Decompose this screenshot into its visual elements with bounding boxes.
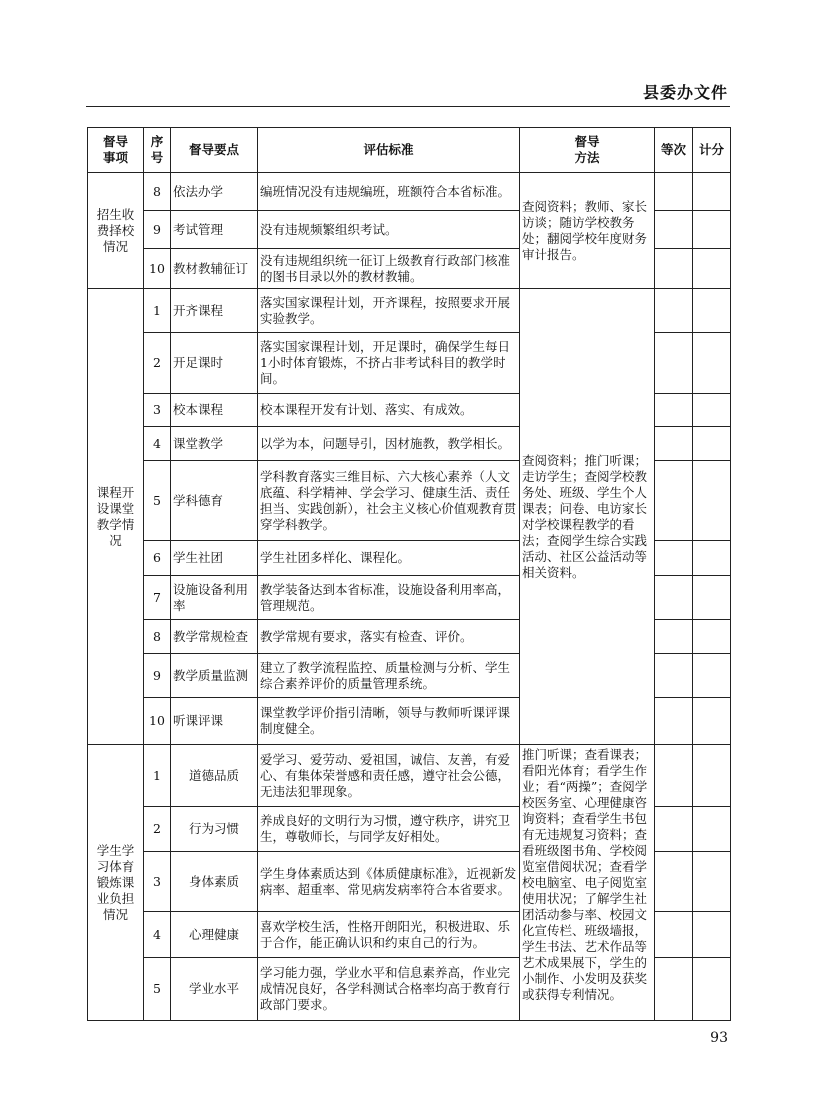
- header-grade: 等次: [655, 128, 693, 173]
- supervision-point: 学生社团: [171, 541, 258, 576]
- header-item: 督导 事项: [88, 128, 144, 173]
- header-criteria: 评估标准: [258, 128, 520, 173]
- criteria-cell: 以学为本，问题导引，因材施教，教学相长。: [258, 427, 520, 461]
- grade-cell: [655, 852, 693, 912]
- grade-cell: [655, 173, 693, 211]
- criteria-cell: 没有违规频繁组织考试。: [258, 211, 520, 249]
- score-cell: [693, 427, 731, 461]
- category-cell: 学生学习体育锻炼课业负担情况: [88, 745, 144, 1021]
- category-cell: 招生收费择校情况: [88, 173, 144, 289]
- row-number: 3: [144, 394, 171, 427]
- header-method: 督导 方法: [520, 128, 655, 173]
- score-cell: [693, 852, 731, 912]
- score-cell: [693, 249, 731, 289]
- supervision-point: 行为习惯: [171, 807, 258, 852]
- supervision-point: 课堂教学: [171, 427, 258, 461]
- table-row: [88, 289, 731, 333]
- score-cell: [693, 807, 731, 852]
- grade-cell: [655, 912, 693, 958]
- criteria-cell: 学习能力强，学业水平和信息素养高，作业完成情况良好，各学科测试合格率均高于教育行政部门要求。: [258, 958, 520, 1021]
- row-number: 1: [144, 289, 171, 333]
- row-number: 10: [144, 698, 171, 745]
- document-header-title: 县委办文件: [642, 83, 728, 102]
- supervision-point: 依法办学: [171, 173, 258, 211]
- row-number: 2: [144, 333, 171, 394]
- grade-cell: [655, 541, 693, 576]
- score-cell: [693, 698, 731, 745]
- score-cell: [693, 576, 731, 620]
- criteria-cell: 没有违规组织统一征订上级教育行政部门核准的图书目录以外的教材教辅。: [258, 249, 520, 289]
- criteria-cell: 编班情况没有违规编班，班额符合本省标准。: [258, 173, 520, 211]
- table-row: [88, 745, 731, 807]
- method-cell: 查阅资料；教师、家长访谈；随访学校教务处；翻阅学校年度财务审计报告。: [520, 173, 655, 289]
- score-cell: [693, 654, 731, 698]
- score-cell: [693, 541, 731, 576]
- row-number: 8: [144, 173, 171, 211]
- category-cell: 课程开设课堂教学情况: [88, 289, 144, 745]
- supervision-point: 道德品质: [171, 745, 258, 807]
- header-score: 计分: [693, 128, 731, 173]
- criteria-cell: 爱学习、爱劳动、爱祖国，诚信、友善，有爱心、有集体荣誉感和责任感，遵守社会公德，无违法犯罪现象。: [258, 745, 520, 807]
- score-cell: [693, 461, 731, 541]
- criteria-cell: 落实国家课程计划，开足课时，确保学生每日1小时体育锻炼，不挤占非考试科目的教学时间。: [258, 333, 520, 394]
- grade-cell: [655, 958, 693, 1021]
- supervision-point: 心理健康: [171, 912, 258, 958]
- grade-cell: [655, 745, 693, 807]
- criteria-cell: 教学常规有要求，落实有检查、评价。: [258, 620, 520, 654]
- grade-cell: [655, 427, 693, 461]
- supervision-table: [87, 127, 731, 1021]
- method-cell: 查阅资料；推门听课；走访学生；查阅学校教务处、班级、学生个人课表；问卷、电访家长对学校课程教学的看法；查阅学生综合实践活动、社区公益活动等相关资料。: [520, 289, 655, 745]
- row-number: 8: [144, 620, 171, 654]
- header-point: 督导要点: [171, 128, 258, 173]
- row-number: 3: [144, 852, 171, 912]
- score-cell: [693, 912, 731, 958]
- score-cell: [693, 333, 731, 394]
- score-cell: [693, 958, 731, 1021]
- criteria-cell: 喜欢学校生活，性格开朗阳光，积极进取、乐于合作，能正确认识和约束自己的行为。: [258, 912, 520, 958]
- criteria-cell: 校本课程开发有计划、落实、有成效。: [258, 394, 520, 427]
- row-number: 4: [144, 427, 171, 461]
- supervision-point: 教材教辅征订: [171, 249, 258, 289]
- criteria-cell: 课堂教学评价指引清晰，领导与教师听课评课制度健全。: [258, 698, 520, 745]
- supervision-point: 学业水平: [171, 958, 258, 1021]
- row-number: 4: [144, 912, 171, 958]
- method-cell: 推门听课；查看课表；看阳光体育；看学生作业；看“两操”；查阅学校医务室、心理健康咨询资料；查看学生书包有无违规复习资料；查看班级图书角、学校阅览室借阅状况；查看学校电脑室、电子阅览室使用状况；了解学生社团活动参与率、校园文化宣传栏、班级墙报，学生书法、艺术作品等艺术成果展下，学生的小制作、小发明及获奖或获得专利情况。: [520, 745, 655, 1021]
- grade-cell: [655, 698, 693, 745]
- row-number: 5: [144, 958, 171, 1021]
- supervision-point: 校本课程: [171, 394, 258, 427]
- supervision-point: 学科德育: [171, 461, 258, 541]
- criteria-cell: 学科教育落实三维目标、六大核心素养（人文底蕴、科学精神、学会学习、健康生活、责任担当、实践创新），社会主义核心价值观教育贯穿学科教学。: [258, 461, 520, 541]
- criteria-cell: 学生身体素质达到《体质健康标准》，近视新发病率、超重率、常见病发病率符合本省要求。: [258, 852, 520, 912]
- row-number: 9: [144, 211, 171, 249]
- row-number: 5: [144, 461, 171, 541]
- supervision-point: 设施设备利用率: [171, 576, 258, 620]
- row-number: 2: [144, 807, 171, 852]
- score-cell: [693, 173, 731, 211]
- table-header-row: [88, 128, 731, 173]
- supervision-point: 听课评课: [171, 698, 258, 745]
- grade-cell: [655, 333, 693, 394]
- grade-cell: [655, 807, 693, 852]
- grade-cell: [655, 249, 693, 289]
- criteria-cell: 教学装备达到本省标准，设施设备利用率高，管理规范。: [258, 576, 520, 620]
- criteria-cell: 落实国家课程计划，开齐课程，按照要求开展实验教学。: [258, 289, 520, 333]
- supervision-point: 教学质量监测: [171, 654, 258, 698]
- row-number: 9: [144, 654, 171, 698]
- criteria-cell: 建立了教学流程监控、质量检测与分析、学生综合素养评价的质量管理系统。: [258, 654, 520, 698]
- grade-cell: [655, 620, 693, 654]
- score-cell: [693, 745, 731, 807]
- supervision-point: 考试管理: [171, 211, 258, 249]
- supervision-point: 教学常规检查: [171, 620, 258, 654]
- score-cell: [693, 620, 731, 654]
- row-number: 10: [144, 249, 171, 289]
- row-number: 6: [144, 541, 171, 576]
- score-cell: [693, 289, 731, 333]
- grade-cell: [655, 211, 693, 249]
- grade-cell: [655, 289, 693, 333]
- row-number: 1: [144, 745, 171, 807]
- score-cell: [693, 394, 731, 427]
- grade-cell: [655, 461, 693, 541]
- grade-cell: [655, 576, 693, 620]
- header-no: 序 号: [144, 128, 171, 173]
- score-cell: [693, 211, 731, 249]
- page-number: 93: [710, 1030, 728, 1046]
- supervision-point: 开齐课程: [171, 289, 258, 333]
- supervision-point: 开足课时: [171, 333, 258, 394]
- row-number: 7: [144, 576, 171, 620]
- grade-cell: [655, 654, 693, 698]
- criteria-cell: 养成良好的文明行为习惯，遵守秩序，讲究卫生，尊敬师长，与同学友好相处。: [258, 807, 520, 852]
- table-row: [88, 173, 731, 211]
- header-divider: [86, 106, 730, 107]
- criteria-cell: 学生社团多样化、课程化。: [258, 541, 520, 576]
- supervision-point: 身体素质: [171, 852, 258, 912]
- grade-cell: [655, 394, 693, 427]
